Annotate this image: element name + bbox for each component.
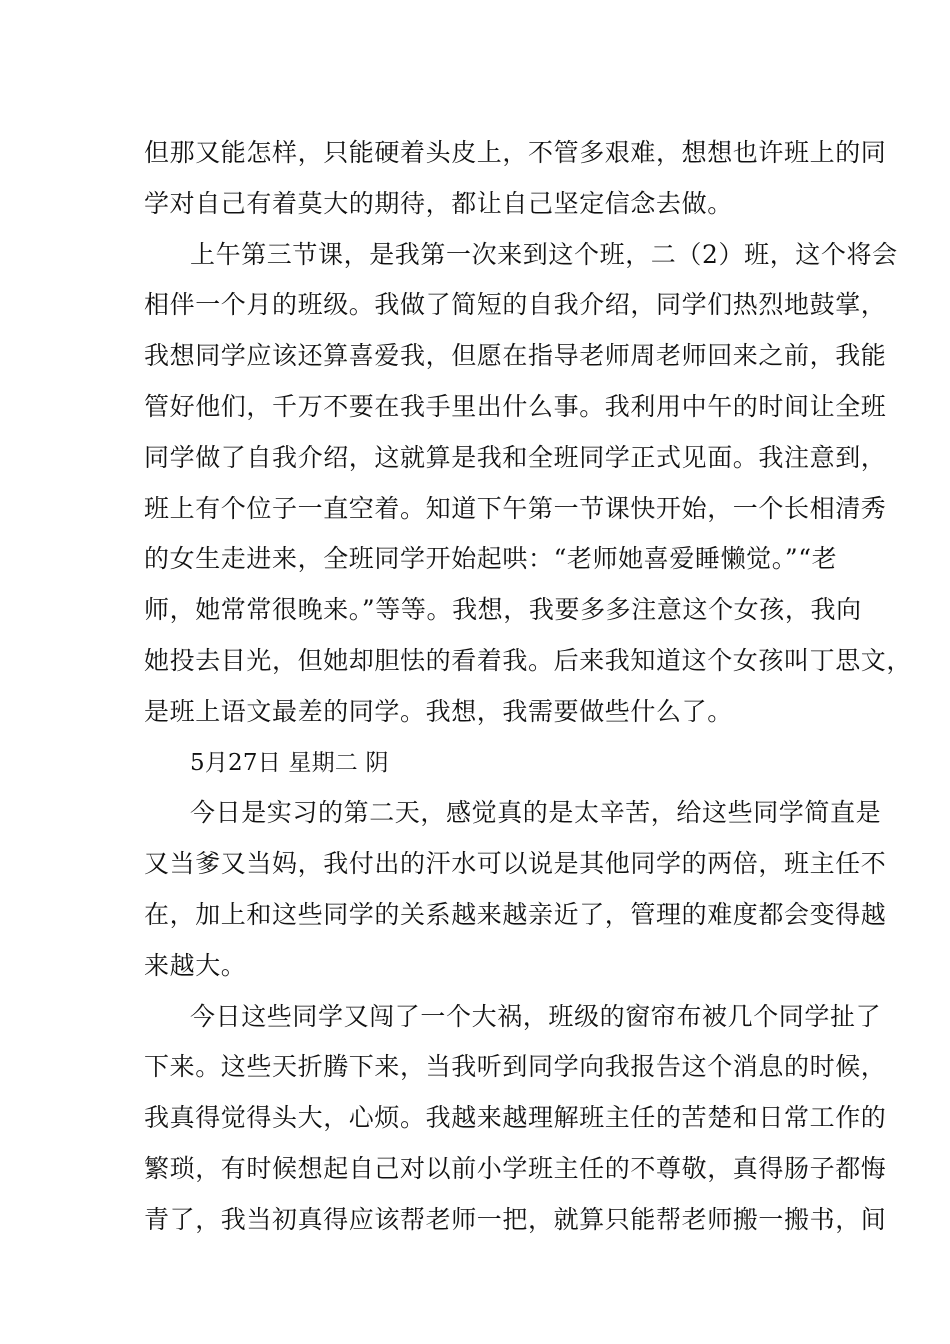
text-line: 同学做了自我介绍，这就算是我和全班同学正式见面。我注意到， [144, 442, 887, 472]
paragraph-4 [144, 992, 887, 1246]
paragraph-2 [144, 230, 913, 738]
text-line: 管好他们，千万不要在我手里出什么事。我利用中午的时间让全班 [144, 391, 887, 421]
diary-date-heading: 5月27日 星期二 阴 [190, 749, 389, 776]
paragraph-1 [144, 128, 887, 230]
document-body [144, 128, 913, 1246]
text-line: 今日是实习的第二天，感觉真的是太辛苦，给这些同学简直是 [190, 798, 882, 828]
text-line: 她投去目光，但她却胆怯的看着我。后来我知道这个女孩叫丁思文， [144, 645, 913, 675]
text-line: 是班上语文最差的同学。我想，我需要做些什么了。 [144, 696, 733, 726]
text-line: 来越大。 [144, 950, 247, 980]
text-line: 我真得觉得头大，心烦。我越来越理解班主任的苦楚和日常工作的 [144, 1103, 887, 1133]
text-line: 的女生走进来，全班同学开始起哄：“老师她喜爱睡懒觉。”“老 [144, 544, 838, 574]
text-line: 青了，我当初真得应该帮老师一把，就算只能帮老师搬一搬书，间 [144, 1204, 887, 1234]
text-line: 我想同学应该还算喜爱我，但愿在指导老师周老师回来之前，我能 [144, 341, 887, 371]
text-line: 繁琐，有时候想起自己对以前小学班主任的不尊敬，真得肠子都悔 [144, 1153, 887, 1183]
text-line: 又当爹又当妈，我付出的汗水可以说是其他同学的两倍，班主任不 [144, 849, 887, 879]
text-line: 班上有个位子一直空着。知道下午第一节课快开始，一个长相清秀 [144, 493, 887, 523]
text-line: 但那又能怎样，只能硬着头皮上，不管多艰难，想想也许班上的同 [144, 138, 887, 167]
text-line: 上午第三节课，是我第一次来到这个班，二（2）班，这个将会 [190, 239, 898, 269]
text-line: 相伴一个月的班级。我做了简短的自我介绍，同学们热烈地鼓掌， [144, 290, 887, 320]
text-line: 师，她常常很晚来。”等等。我想，我要多多注意这个女孩，我向 [144, 595, 862, 625]
text-line: 下来。这些天折腾下来，当我听到同学向我报告这个消息的时候， [144, 1052, 887, 1082]
text-line: 在，加上和这些同学的关系越来越亲近了，管理的难度都会变得越 [144, 899, 887, 929]
paragraph-3 [144, 788, 887, 991]
text-line: 学对自己有着莫大的期待，都让自己坚定信念去做。 [144, 188, 733, 218]
text-line: 今日这些同学又闯了一个大祸，班级的窗帘布被几个同学扯了 [190, 1001, 882, 1031]
